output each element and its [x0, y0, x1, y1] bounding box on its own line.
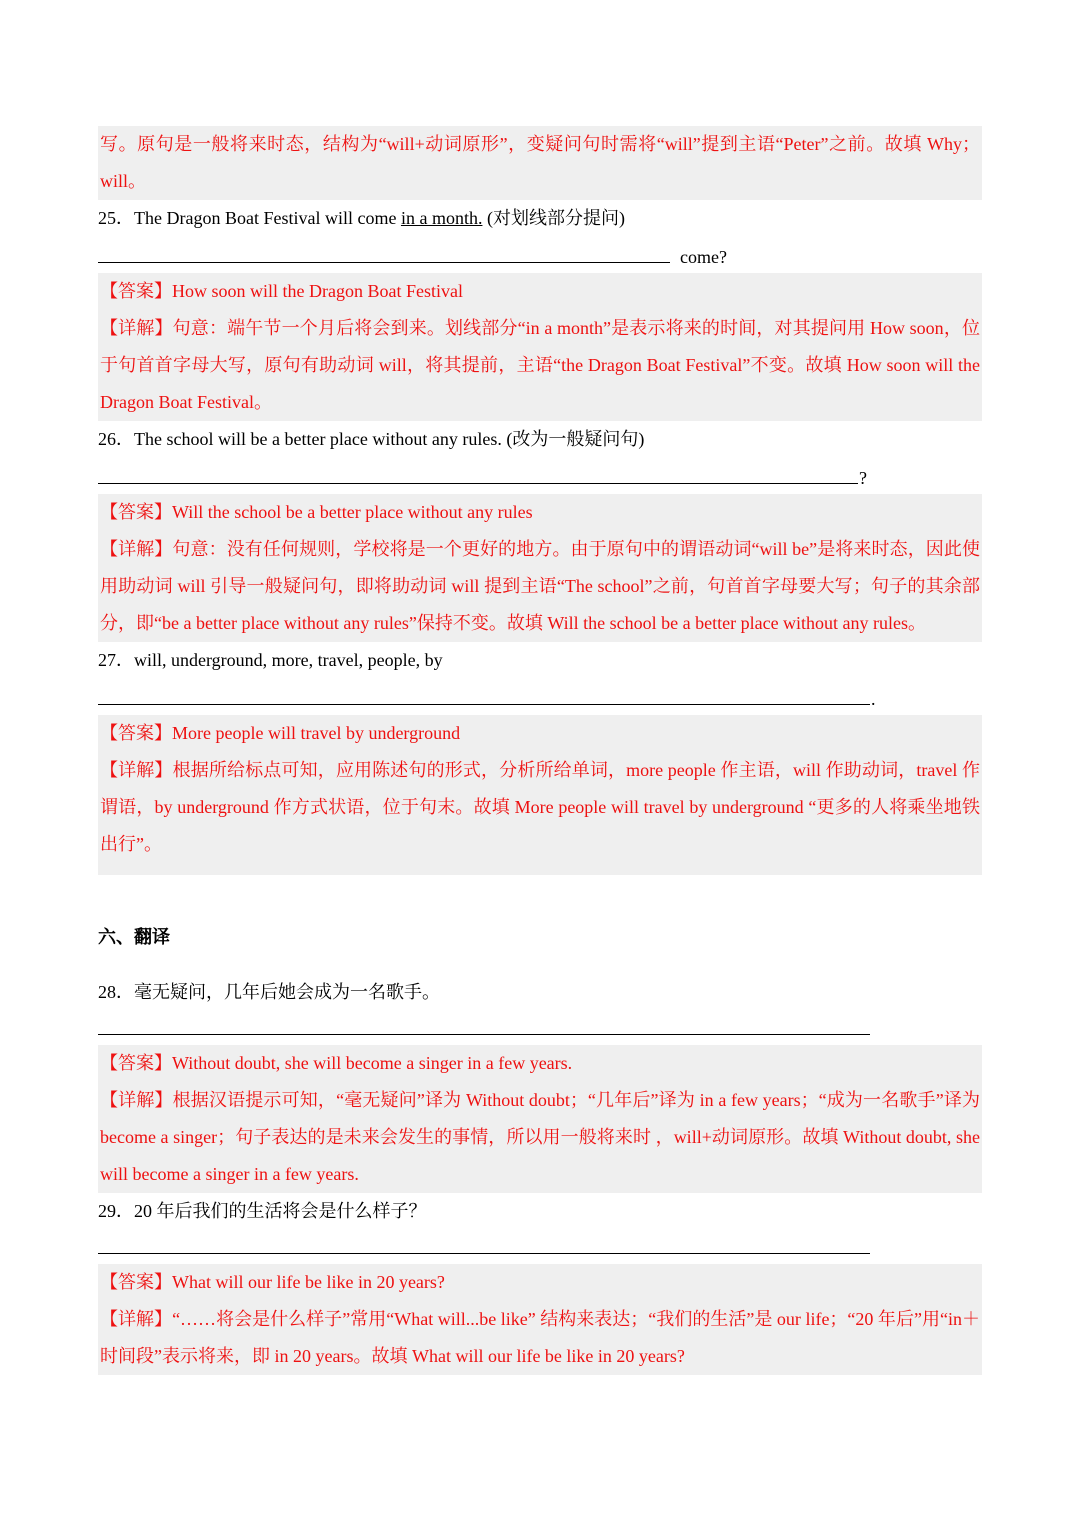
question-text: The Dragon Boat Festival will come [134, 208, 401, 228]
question-26 [98, 421, 982, 458]
answer-blank-29[interactable] [98, 1230, 982, 1264]
blank-tail: . [871, 689, 876, 709]
blank-rule [98, 262, 670, 263]
answer-text: 【答案】How soon will the Dragon Boat Festival [100, 281, 463, 301]
answer-text: 【答案】Without doubt, she will become a singer in a few years. [100, 1053, 573, 1073]
question-text: 毫无疑问，几年后她会成为一名歌手。 [134, 982, 440, 1002]
detail-text: 【详解】句意：没有任何规则，学校将是一个更好的地方。由于原句中的谓语动词“will be”是将来时态，因此使用助动词 will 引导一般疑问句，即将助动词 will 提到主语“The school”之前，句首首字母要大写；句子的其余部分，即“be a better place without any rules”保持不变。故填 Will the school be a better place without any rules。 [100, 539, 980, 633]
question-25 [98, 200, 982, 237]
blank-tail: come? [680, 247, 727, 267]
answer-text: 【答案】Will the school be a better place without any rules [100, 502, 533, 522]
detail-text: 【详解】根据汉语提示可知，“毫无疑问”译为 Without doubt；“几年后”译为 in a few years；“成为一名歌手”译为 become a singer；句子表达的是未来会发生的事情，所以用一般将来时 ，will+动词原形。故填 Without doubt, she will become a singer in a few years. [100, 1090, 980, 1184]
detail-text: 写。原句是一般将来时态，结构为“will+动词原形”，变疑问句时需将“will”提到主语“Peter”之前。故填 Why；will。 [100, 134, 980, 191]
question-number: 27． [98, 650, 134, 670]
blank-rule [98, 483, 858, 484]
answer-box-26 [98, 494, 982, 642]
question-number: 26． [98, 429, 134, 449]
section-heading: 六、翻译 [98, 927, 170, 947]
question-29 [98, 1193, 982, 1230]
answer-blank-25[interactable] [98, 237, 982, 273]
blank-rule [98, 704, 870, 705]
question-instruction: (对划线部分提问) [482, 208, 625, 228]
blank-tail: ? [859, 468, 867, 488]
document-content [98, 126, 982, 1375]
question-number: 28． [98, 982, 134, 1002]
detail-text: 【详解】根据所给标点可知，应用陈述句的形式，分析所给单词，more people 作主语，will 作助动词，travel 作谓语，by underground 作方式状语，位于句末。故填 More people will travel by underground “更多的人将乘坐地铁出行”。 [100, 760, 980, 854]
question-28 [98, 974, 982, 1011]
question-text: The school will be a better place without any rules. (改为一般疑问句) [134, 429, 645, 449]
blank-rule [98, 1034, 870, 1035]
answer-blank-26[interactable] [98, 458, 982, 494]
question-27 [98, 642, 982, 679]
blank-rule [98, 1253, 870, 1254]
answer-box-27 [98, 715, 982, 875]
underlined-phrase: in a month. [400, 208, 483, 228]
question-number: 29． [98, 1201, 134, 1221]
answer-text: 【答案】More people will travel by underground [100, 723, 461, 743]
answer-text: 【答案】What will our life be like in 20 years? [100, 1272, 445, 1292]
question-text: 20 年后我们的生活将会是什么样子？ [134, 1201, 427, 1221]
question-text: will, underground, more, travel, people, by [134, 650, 443, 670]
detail-text: 【详解】句意：端午节一个月后将会到来。划线部分“in a month”是表示将来的时间，对其提问用 How soon，位于句首首字母大写，原句有助动词 will，将其提前，主语“the Dragon Boat Festival”不变。故填 How soon will the Dragon Boat Festival。 [100, 318, 980, 412]
answer-box-24-continued [98, 126, 982, 200]
answer-box-29 [98, 1264, 982, 1375]
answer-blank-28[interactable] [98, 1011, 982, 1045]
detail-text: 【详解】“……将会是什么样子”常用“What will...be like” 结构来表达；“我们的生活”是 our life；“20 年后”用“in＋ 时间段”表示将来，即 in 20 years。故填 What will our life be like in 20 years? [100, 1309, 980, 1366]
question-number: 25． [98, 208, 134, 228]
answer-box-28 [98, 1045, 982, 1193]
answer-blank-27[interactable] [98, 679, 982, 715]
answer-box-25 [98, 273, 982, 421]
